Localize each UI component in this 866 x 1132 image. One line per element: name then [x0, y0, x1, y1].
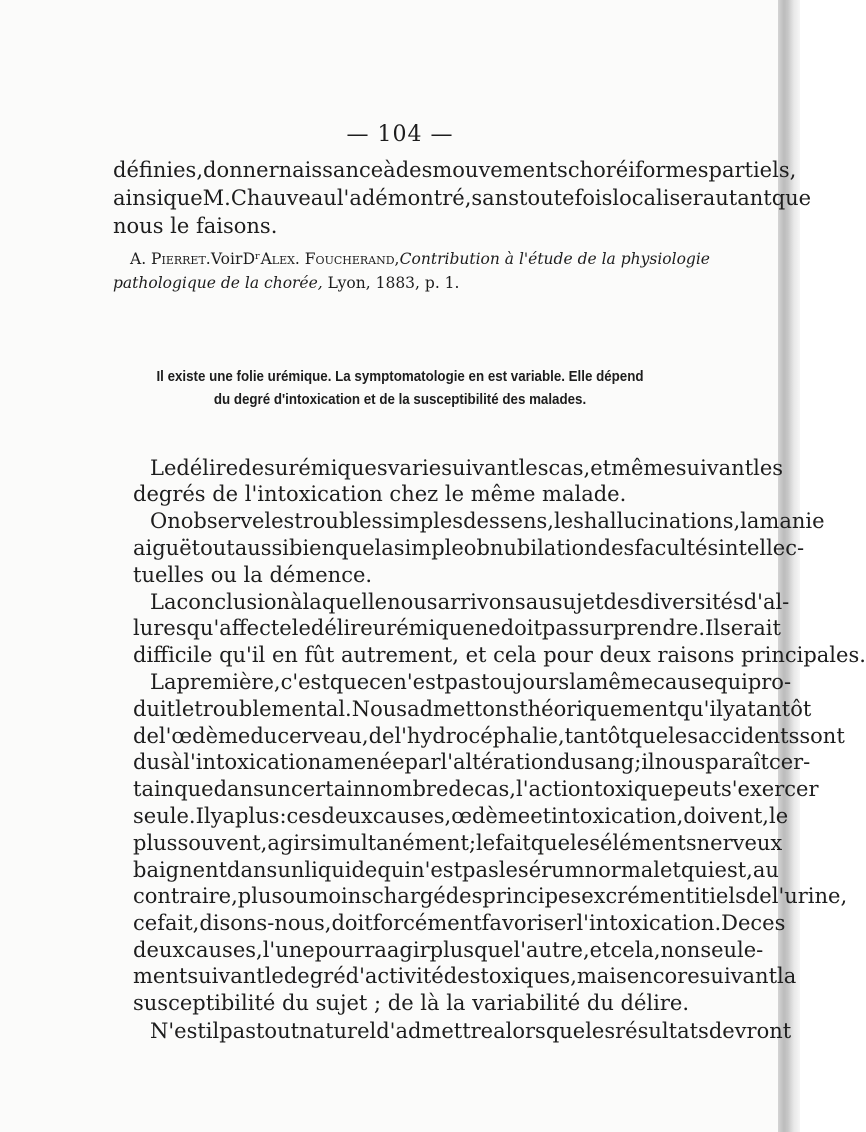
footnote-author: A. Pierret.	[130, 250, 211, 268]
footnote-line-2	[113, 274, 459, 292]
footnote-title-part1: Contribution à l'étude de la physiologie	[399, 250, 710, 268]
opening-line: ainsi que M. Chauveau l'a démontré, sans toutefois localiser autant que	[113, 186, 812, 210]
body-line: aiguë tout aussi bien que la simple obnubilation des facultés intellec-	[133, 536, 805, 560]
page-number: — 104 —	[346, 122, 454, 147]
body-line: plus souvent, agir simultanément; le fait que les éléments nerveux	[133, 831, 783, 855]
body-line: duit le trouble mental. Nous admettons théoriquement qu'il y a tantôt	[133, 697, 812, 721]
body-line: difficile qu'il en fût autrement, et cela pour deux raisons principales.	[133, 643, 866, 667]
body-line: contraire, plus ou moins chargé des principes excrémentitiels de l'urine,	[133, 884, 848, 908]
body-line: de l'œdème du cerveau, de l'hydrocéphalie, tantôt que les accidents sont	[133, 724, 845, 748]
body-line: tain que dans un certain nombre de cas, l'action toxique peut s'exercer	[133, 777, 819, 801]
footnote-title-part2: pathologique de la chorée,	[113, 274, 323, 292]
footnote-dr: Dʳ	[242, 250, 261, 268]
footnote-voir: Voir	[210, 250, 243, 268]
body-line: La conclusion à laquelle nous arrivons au sujet des diversités d'al-	[150, 590, 790, 614]
footnote-name: Alex. Foucherand,	[260, 250, 400, 268]
footnote-line-1	[130, 250, 710, 268]
section-heading-line-2: du degré d'intoxication et de la susceptibilité des malades.	[213, 392, 587, 408]
body-line: La première, c'est que ce n'est pas toujours la même cause qui pro-	[150, 670, 792, 694]
body-line: susceptibilité du sujet ; de là la variabilité du délire.	[133, 991, 689, 1015]
body-line: lures qu'affecte le délire urémique ne doit pas surprendre. Il serait	[133, 616, 781, 640]
body-line: ment suivant le degré d'activité des toxiques, mais encore suivant la	[133, 964, 797, 988]
body-line: seule. Il y a plus : ces deux causes, œdème et intoxication, doivent, le	[133, 804, 789, 828]
footnote-publication: Lyon, 1883, p. 1.	[327, 274, 460, 292]
body-line: tuelles ou la démence.	[133, 563, 373, 587]
opening-line: nous le faisons.	[113, 214, 278, 238]
body-line: baignent dans un liquide qui n'est pas le sérum normal et qui est, au	[133, 858, 779, 882]
body-line: ce fait, disons-nous, doit forcément favoriser l'intoxication. De ces	[133, 911, 786, 935]
body-line: Le délire des urémiques varie suivant les cas, et même suivant les	[150, 456, 784, 480]
body-line: deux causes, l'une pourra agir plus que l'autre, et cela, non seule-	[133, 938, 764, 962]
body-line: On observe les troubles simples des sens, les hallucinations, la manie	[150, 509, 825, 533]
body-line: N'est il pas tout naturel d'admettre alors que les résultats devront	[150, 1019, 792, 1043]
opening-line: définies, donner naissance à des mouvements choréiformes partiels,	[113, 158, 797, 182]
body-line: dus à l'intoxication amenée par l'altération du sang ; il nous paraît cer-	[133, 750, 811, 774]
body-line: degrés de l'intoxication chez le même malade.	[133, 482, 627, 506]
section-heading-line-1: Il existe une folie urémique. La symptomatologie en est variable. Elle dépend	[156, 369, 644, 385]
